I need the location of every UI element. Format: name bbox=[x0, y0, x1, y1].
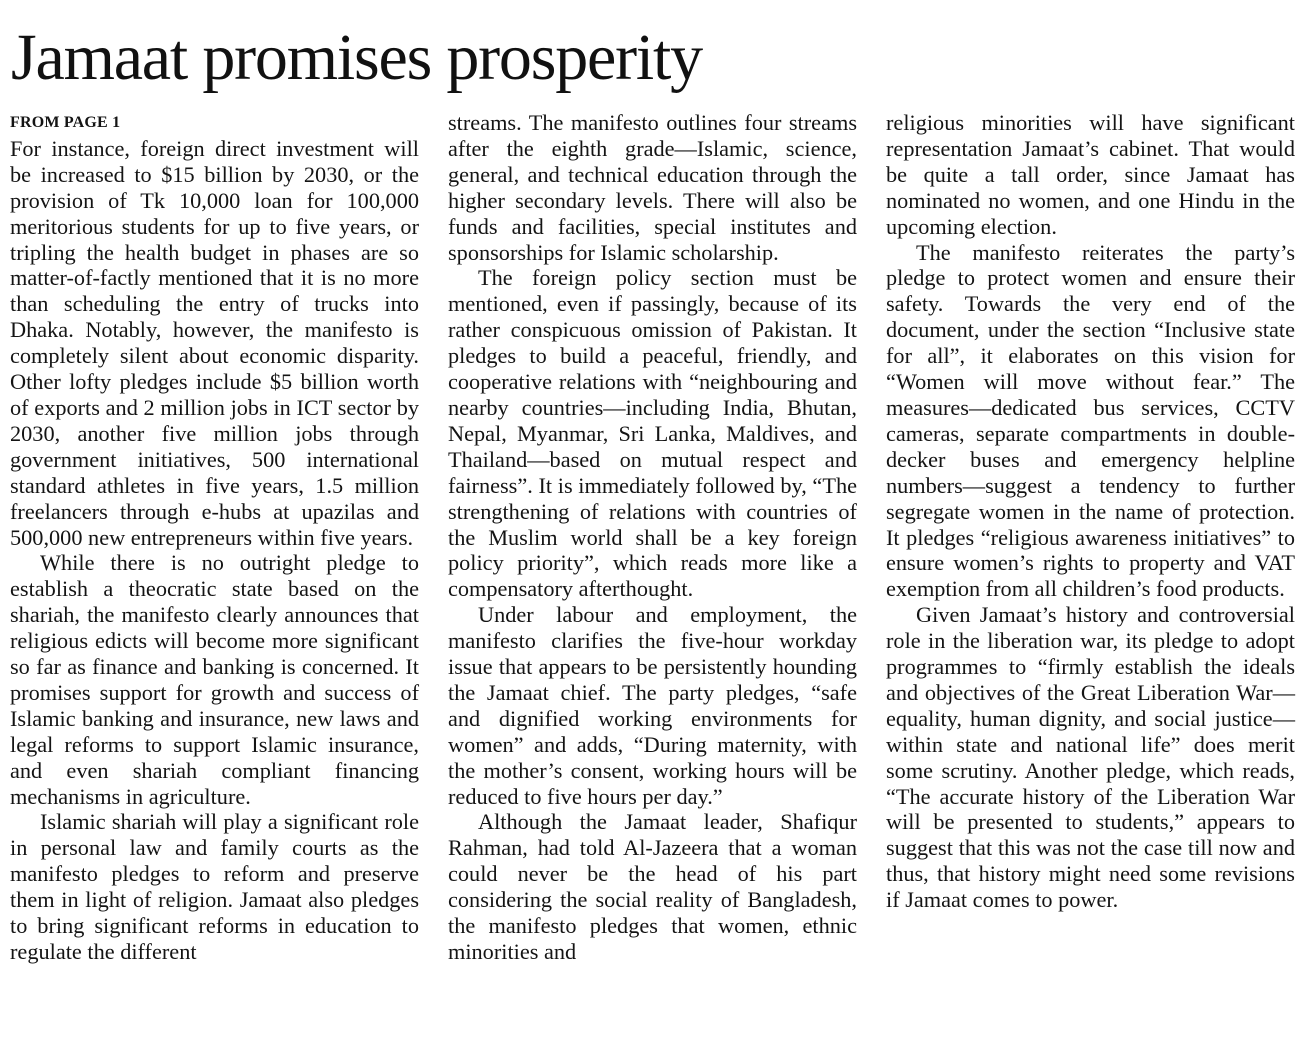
paragraph-continued: streams. The manifesto outlines four streams after the eighth grade—Islamic, science, general, and technical education through the higher secondary levels. There will also be funds and facilities, special institutes and sponsorships for Islamic scholarship. bbox=[448, 110, 857, 265]
article-column-1 bbox=[10, 110, 419, 965]
paragraph: Given Jamaat’s history and controversial role in the liberation war, its pledge to adopt programmes to “firmly establish the ideals and objectives of the Great Liberation War—equality, human dignity, and social justice—within state and national life” does merit some scrutiny. Another pledge, which reads, “The accurate history of the Liberation War will be presented to students,” appears to suggest that this was not the case till now and thus, that history might need some revisions if Jamaat comes to power. bbox=[886, 602, 1295, 913]
article-headline: Jamaat promises prosperity bbox=[11, 21, 702, 94]
continuation-kicker: FROM PAGE 1 bbox=[10, 114, 121, 131]
article-column-3 bbox=[886, 110, 1295, 913]
paragraph: While there is no outright pledge to establish a theocratic state based on the shariah, the manifesto clearly announces that religious edicts will become more significant so far as finance and banking is concerned. It promises support for growth and success of Islamic banking and insurance, new laws and legal reforms to support Islamic insurance, and even shariah compliant financing mechanisms in agriculture. bbox=[10, 550, 419, 809]
paragraph: Islamic shariah will play a significant role in personal law and family courts as the manifesto pledges to reform and preserve them in light of religion. Jamaat also pledges to bring significant reforms in education to regulate the different bbox=[10, 809, 419, 964]
paragraph-continued: religious minorities will have significant representation Jamaat’s cabinet. That would be quite a tall order, since Jamaat has nominated no women, and one Hindu in the upcoming election. bbox=[886, 110, 1295, 239]
paragraph: Although the Jamaat leader, Shafiqur Rahman, had told Al-Jazeera that a woman could never be the head of his part considering the social reality of Bangladesh, the manifesto pledges that women, ethnic minorities and bbox=[448, 809, 857, 964]
paragraph: For instance, foreign direct investment will be increased to $15 billion by 2030, or the provision of Tk 10,000 loan for 100,000 meritorious students for up to five years, or tripling the health budget in phases are so matter-of-factly mentioned that it is no more than scheduling the entry of trucks into Dhaka. Notably, however, the manifesto is completely silent about economic disparity. Other lofty pledges include $5 billion worth of exports and 2 million jobs in ICT sector by 2030, another five million jobs through government initiatives, 500 international standard athletes in five years, 1.5 million freelancers through e-hubs at upazilas and 500,000 new entrepreneurs within five years. bbox=[10, 135, 419, 550]
paragraph: Under labour and employment, the manifesto clarifies the five-hour workday issue that appears to be persistently hounding the Jamaat chief. The party pledges, “safe and dignified working environments for women” and adds, “During maternity, with the mother’s consent, working hours will be reduced to five hours per day.” bbox=[448, 602, 857, 809]
paragraph: The foreign policy section must be mentioned, even if passingly, because of its rather conspicuous omission of Pakistan. It pledges to build a peaceful, friendly, and cooperative relations with “neighbouring and nearby countries—including India, Bhutan, Nepal, Myanmar, Sri Lanka, Maldives, and Thailand—based on mutual respect and fairness”. It is immediately followed by, “The strengthening of relations with countries of the Muslim world shall be a key foreign policy priority”, which reads more like a compensatory afterthought. bbox=[448, 265, 857, 602]
paragraph: The manifesto reiterates the party’s pledge to protect women and ensure their safety. Towards the very end of the document, under the section “Inclusive state for all”, it elaborates on this vision for “Women will move without fear.” The measures—dedicated bus services, CCTV cameras, separate compartments in double-decker buses and emergency helpline numbers—suggest a tendency to further segregate women in the name of protection. It pledges “religious awareness initiatives” to ensure women’s rights to property and VAT exemption from all children’s food products. bbox=[886, 239, 1295, 602]
article-column-2 bbox=[448, 110, 857, 965]
